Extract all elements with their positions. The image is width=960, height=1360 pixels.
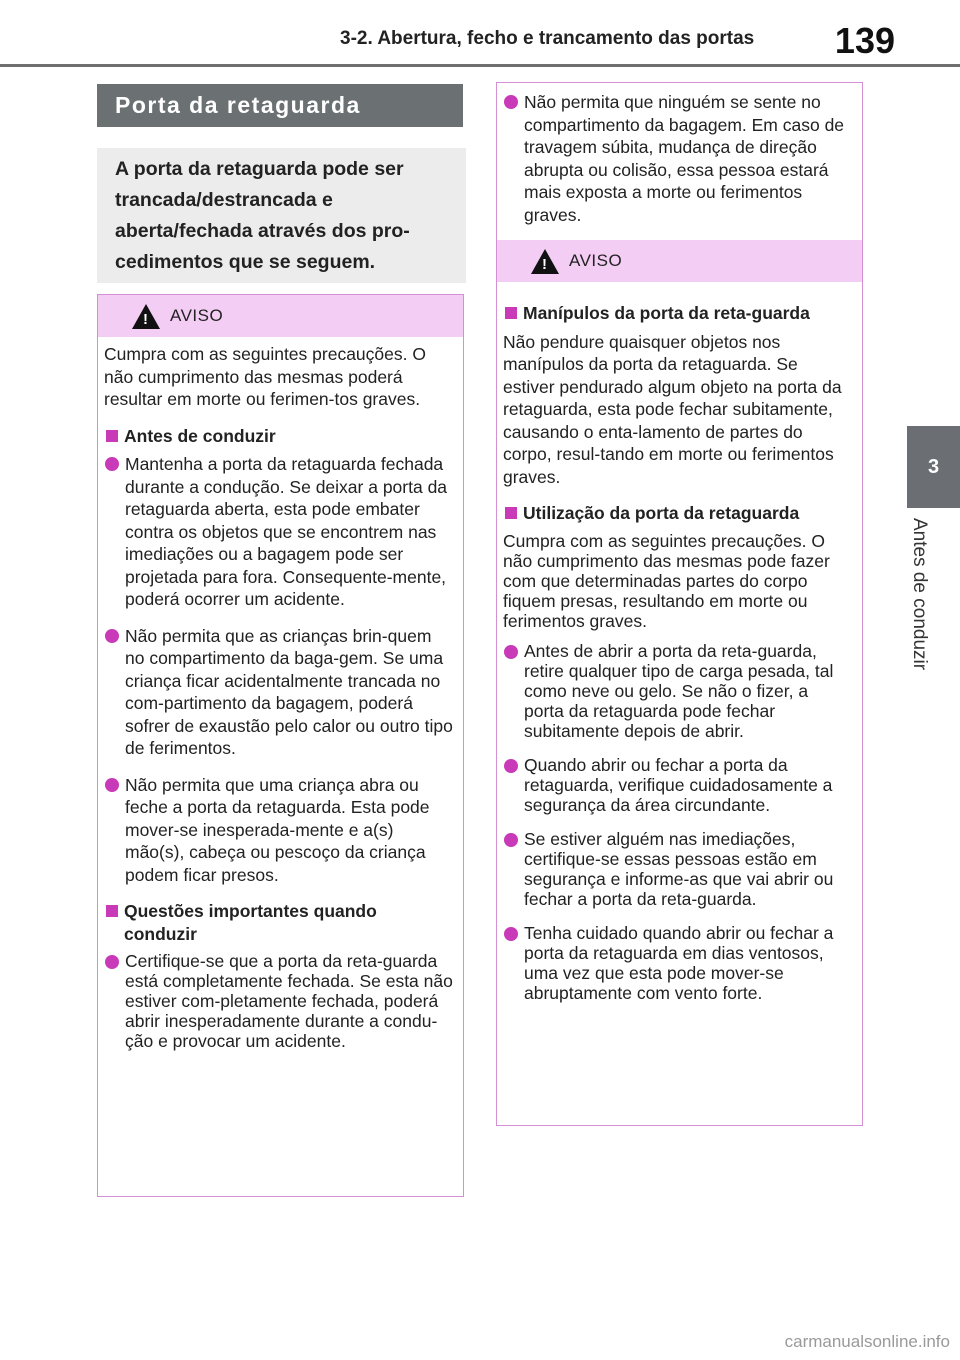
bullet-item: Não permita que uma criança abra ou feche a porta da retaguarda. Esta pode mover-se inesperada-mente e a(s) mão(s), cabeça ou pescoço da criança podem ficar presos.	[104, 774, 453, 887]
warning-header	[497, 240, 862, 282]
bullet-item: Se estiver alguém nas imediações, certifique-se essas pessoas estão em segurança e informe-as que vai abrir ou fechar a porta da reta-guarda.	[503, 829, 852, 909]
warning-box-left	[97, 294, 464, 1197]
paragraph: Cumpra com as seguintes precauções. O não cumprimento das mesmas pode fazer com que determinadas partes do corpo fiquem presas, resultando em morte ou ferimentos graves.	[503, 530, 830, 631]
bullet-item: Mantenha a porta da retaguarda fechada durante a condução. Se deixar a porta da retaguarda aberta, esta pode embater contra os objetos que se encontrem nas imediações ou a bagagem pode ser projetada para fora. Consequente-mente, poderá ocorrer um acidente.	[104, 453, 453, 611]
warning-label: AVISO	[170, 306, 224, 325]
chapter-label-text: Antes de conduzir	[909, 518, 930, 671]
subheading-before-driving: Antes de conduzir	[104, 425, 453, 448]
warning-label: AVISO	[569, 251, 623, 270]
bullet-item: Não permita que as crianças brin-quem no compartimento da baga-gem. Se uma criança ficar acidentalmente trancada no com-partimento da bagagem, poderá sofrer de exaustão pelo calor ou outro tipo de ferimentos.	[104, 625, 453, 760]
paragraph: Não pendure quaisquer objetos nos manípulos da porta da retaguarda. Se estiver pendurado algum objeto na porta da retaguarda, esta pode fechar subitamente, causando o enta-lamento de partes do corpo, resul-tando em morte ou ferimentos graves.	[503, 331, 842, 487]
warning-header	[98, 295, 463, 337]
section-title: Porta da retaguarda	[97, 84, 463, 127]
warning-intro: Cumpra com as seguintes precauções. O não cumprimento das mesmas poderá resultar em morte ou ferimen-tos graves.	[104, 344, 426, 409]
subheading-important-questions: Questões importantes quando conduzir	[104, 900, 453, 945]
running-header: 3-2. Abertura, fecho e trancamento das portas	[340, 28, 755, 49]
intro-text: A porta da retaguarda pode ser trancada/destrancada e aberta/fechada através dos pro-cedimentos que se seguem.	[97, 148, 466, 283]
warning-box-right	[496, 82, 863, 1126]
subheading-use-tailgate: Utilização da porta da retaguarda	[503, 502, 852, 525]
bullet-item: Certifique-se que a porta da reta-guarda está completamente fechada. Se esta não estiver com-pletamente fechada, poderá abrir inesperadamente durante a condu-ção e provocar um acidente.	[104, 951, 453, 1051]
chapter-label	[908, 518, 952, 708]
subheading-handles: Manípulos da porta da reta-guarda	[503, 302, 852, 325]
warning-triangle-icon	[132, 304, 160, 329]
page-number: 139	[834, 20, 895, 61]
bullet-item: Quando abrir ou fechar a porta da retaguarda, verifique cuidadosamente a segurança da área circundante.	[503, 755, 852, 815]
chapter-tab[interactable]: 3	[907, 426, 960, 508]
warning-triangle-icon	[531, 249, 559, 274]
bullet-item: Antes de abrir a porta da reta-guarda, retire qualquer tipo de carga pesada, tal como neve ou gelo. Se não o fizer, a porta da retaguarda pode fechar subitamente depois de abrir.	[503, 641, 852, 741]
bullet-item: Não permita que ninguém se sente no compartimento da bagagem. Em caso de travagem súbita, mudança de direção abrupta ou colisão, essa pessoa estará mais exposta a morte ou ferimentos graves.	[503, 91, 852, 226]
header-rule	[0, 64, 960, 67]
bullet-item: Tenha cuidado quando abrir ou fechar a porta da retaguarda em dias ventosos, uma vez que esta pode mover-se abruptamente com vento forte.	[503, 923, 852, 1003]
watermark-url: carmanualsonline.info	[784, 1332, 950, 1351]
